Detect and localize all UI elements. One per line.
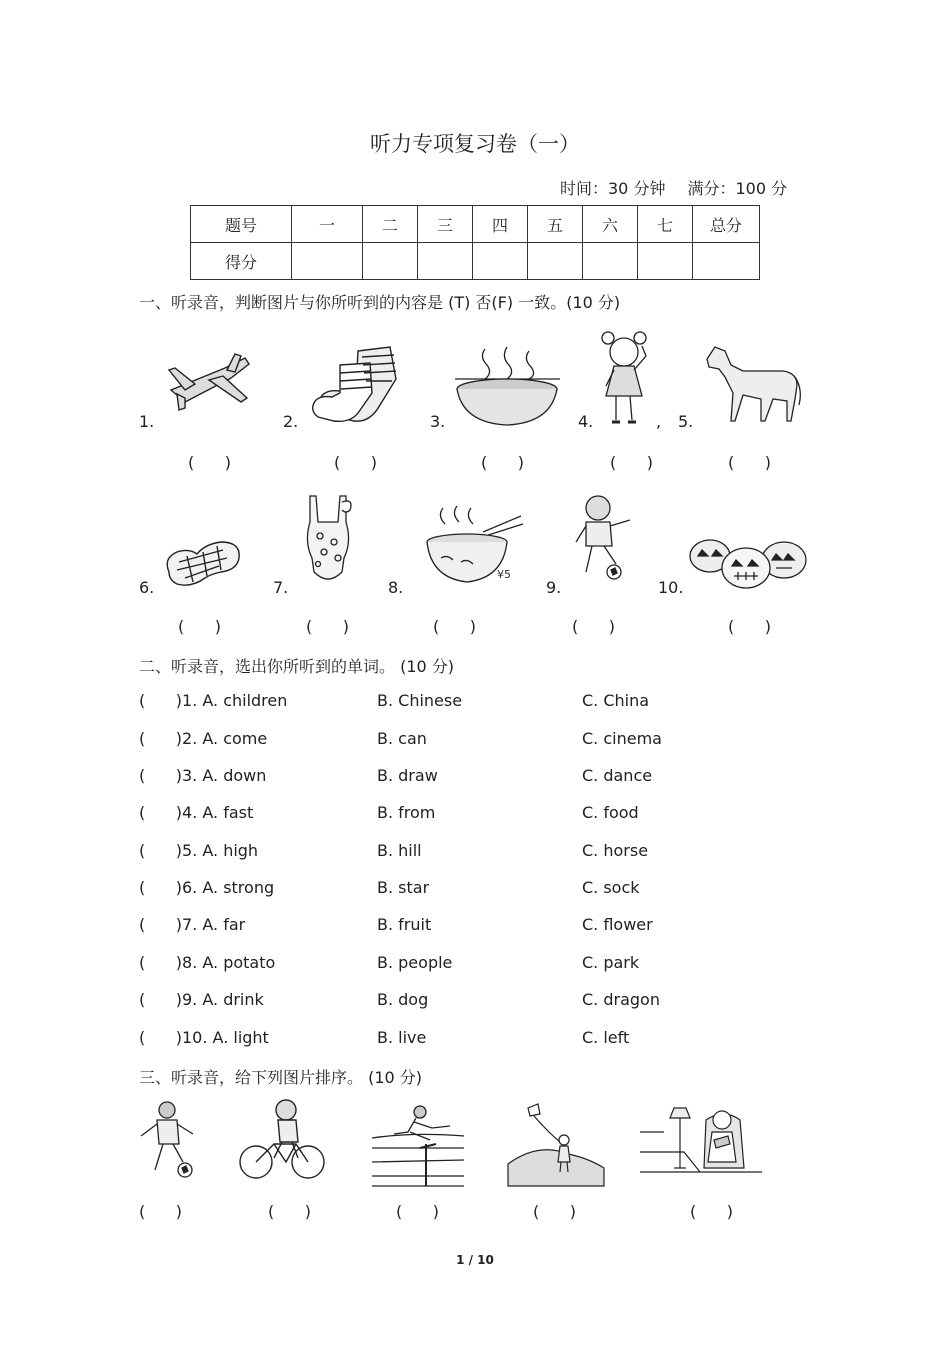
order-blank[interactable]: ( )	[533, 1202, 576, 1221]
option-a[interactable]: ( )9. A. drink	[139, 990, 264, 1009]
score-input-cell[interactable]	[528, 243, 583, 280]
option-a[interactable]: ( )5. A. high	[139, 841, 259, 860]
section3-heading: 三、听录音，给下列图片排序。 (10 分)	[139, 1068, 423, 1087]
section2-heading: 二、听录音，选出你所听到的单词。 (10 分)	[139, 657, 455, 676]
option-c[interactable]: C. flower	[582, 915, 653, 934]
item-number: 6.	[139, 578, 155, 597]
kite-flying-icon	[508, 1102, 604, 1186]
score-table	[190, 205, 760, 280]
option-a[interactable]: ( )10. A. light	[139, 1028, 269, 1047]
option-b[interactable]: B. people	[377, 953, 453, 972]
answer-blank[interactable]: ( )	[334, 453, 377, 472]
answer-blank[interactable]: ( )	[306, 617, 349, 636]
score-cell: 六	[583, 206, 638, 243]
option-a[interactable]: ( )3. A. down	[139, 766, 267, 785]
answer-blank[interactable]: ( )	[572, 617, 615, 636]
option-c[interactable]: C. sock	[582, 878, 640, 897]
answer-blank[interactable]: ( )	[188, 453, 231, 472]
score-cell: 五	[528, 206, 583, 243]
peanut-icon	[163, 538, 243, 588]
option-c[interactable]: C. food	[582, 803, 639, 822]
item-number: 4.	[578, 412, 594, 431]
page-title: 听力专项复习卷（一）	[370, 132, 580, 156]
answer-blank[interactable]: ( )	[481, 453, 524, 472]
answer-blank[interactable]: ( )	[178, 617, 221, 636]
item-number: 5.	[678, 412, 694, 431]
score-cell: 三	[418, 206, 473, 243]
page-number: 1 / 10	[456, 1253, 494, 1267]
swimsuit-icon	[298, 492, 358, 588]
item-number: 1.	[139, 412, 155, 431]
hurdle-jump-icon	[372, 1104, 464, 1188]
item-number: 7.	[273, 578, 289, 597]
score-cell: 二	[363, 206, 418, 243]
score-table-score-row	[191, 243, 760, 280]
option-c[interactable]: C. cinema	[582, 729, 662, 748]
time-limit: 时间：30 分钟	[560, 179, 666, 198]
option-c[interactable]: C. dragon	[582, 990, 660, 1009]
answer-blank[interactable]: ( )	[728, 617, 771, 636]
option-a[interactable]: ( )4. A. fast	[139, 803, 254, 822]
item-number: 2.	[283, 412, 299, 431]
option-b[interactable]: B. draw	[377, 766, 438, 785]
option-b[interactable]: B. fruit	[377, 915, 432, 934]
order-blank[interactable]: ( )	[268, 1202, 311, 1221]
option-b[interactable]: B. hill	[377, 841, 422, 860]
score-table-header-row	[191, 206, 760, 243]
order-blank[interactable]: ( )	[396, 1202, 439, 1221]
exam-meta	[560, 176, 809, 199]
score-cell: 总分	[693, 206, 760, 243]
score-input-cell[interactable]	[363, 243, 418, 280]
option-c[interactable]: C. left	[582, 1028, 630, 1047]
option-b[interactable]: B. dog	[377, 990, 429, 1009]
boy-football-icon	[572, 494, 634, 582]
full-score: 满分：100 分	[687, 179, 788, 198]
score-input-cell[interactable]	[473, 243, 528, 280]
item-number: 10.	[658, 578, 684, 597]
score-input-cell[interactable]	[583, 243, 638, 280]
option-c[interactable]: C. China	[582, 691, 650, 710]
answer-blank[interactable]: ( )	[433, 617, 476, 636]
option-c[interactable]: C. dance	[582, 766, 653, 785]
order-blank[interactable]: ( )	[690, 1202, 733, 1221]
answer-blank[interactable]: ( )	[610, 453, 653, 472]
option-a[interactable]: ( )8. A. potato	[139, 953, 276, 972]
option-b[interactable]: B. can	[377, 729, 427, 748]
item-number: 9.	[546, 578, 562, 597]
score-input-cell[interactable]	[418, 243, 473, 280]
score-cell: 题号	[191, 206, 292, 243]
pumpkins-icon	[688, 530, 808, 592]
girl-icon	[598, 330, 658, 428]
option-b[interactable]: B. live	[377, 1028, 427, 1047]
option-c[interactable]: C. horse	[582, 841, 649, 860]
socks-icon	[310, 345, 410, 427]
comma: ,	[656, 412, 662, 431]
option-a[interactable]: ( )1. A. children	[139, 691, 288, 710]
answer-blank[interactable]: ( )	[728, 453, 771, 472]
order-blank[interactable]: ( )	[139, 1202, 182, 1221]
score-input-cell[interactable]	[638, 243, 693, 280]
section1-heading: 一、听录音，判断图片与你所听到的内容是 (T) 否(F) 一致。(10 分)	[139, 293, 621, 312]
option-b[interactable]: B. Chinese	[377, 691, 463, 710]
score-cell: 得分	[191, 243, 292, 280]
horse-icon	[703, 345, 803, 425]
option-b[interactable]: B. star	[377, 878, 430, 897]
football-player-icon	[139, 1100, 199, 1182]
option-a[interactable]: ( )6. A. strong	[139, 878, 275, 897]
reading-chair-icon	[640, 1104, 762, 1182]
svg-text:¥5: ¥5	[497, 568, 511, 581]
option-c[interactable]: C. park	[582, 953, 640, 972]
score-cell: 四	[473, 206, 528, 243]
option-a[interactable]: ( )2. A. come	[139, 729, 268, 748]
soup-icon	[455, 345, 560, 427]
item-number: 3.	[430, 412, 446, 431]
option-b[interactable]: B. from	[377, 803, 436, 822]
score-input-cell[interactable]	[292, 243, 363, 280]
item-number: 8.	[388, 578, 404, 597]
airplane-icon	[165, 350, 253, 415]
noodles-icon	[425, 502, 525, 588]
option-a[interactable]: ( )7. A. far	[139, 915, 246, 934]
score-cell: 七	[638, 206, 693, 243]
score-input-cell[interactable]	[693, 243, 760, 280]
boy-cycling-icon	[238, 1096, 326, 1184]
score-cell: 一	[292, 206, 363, 243]
